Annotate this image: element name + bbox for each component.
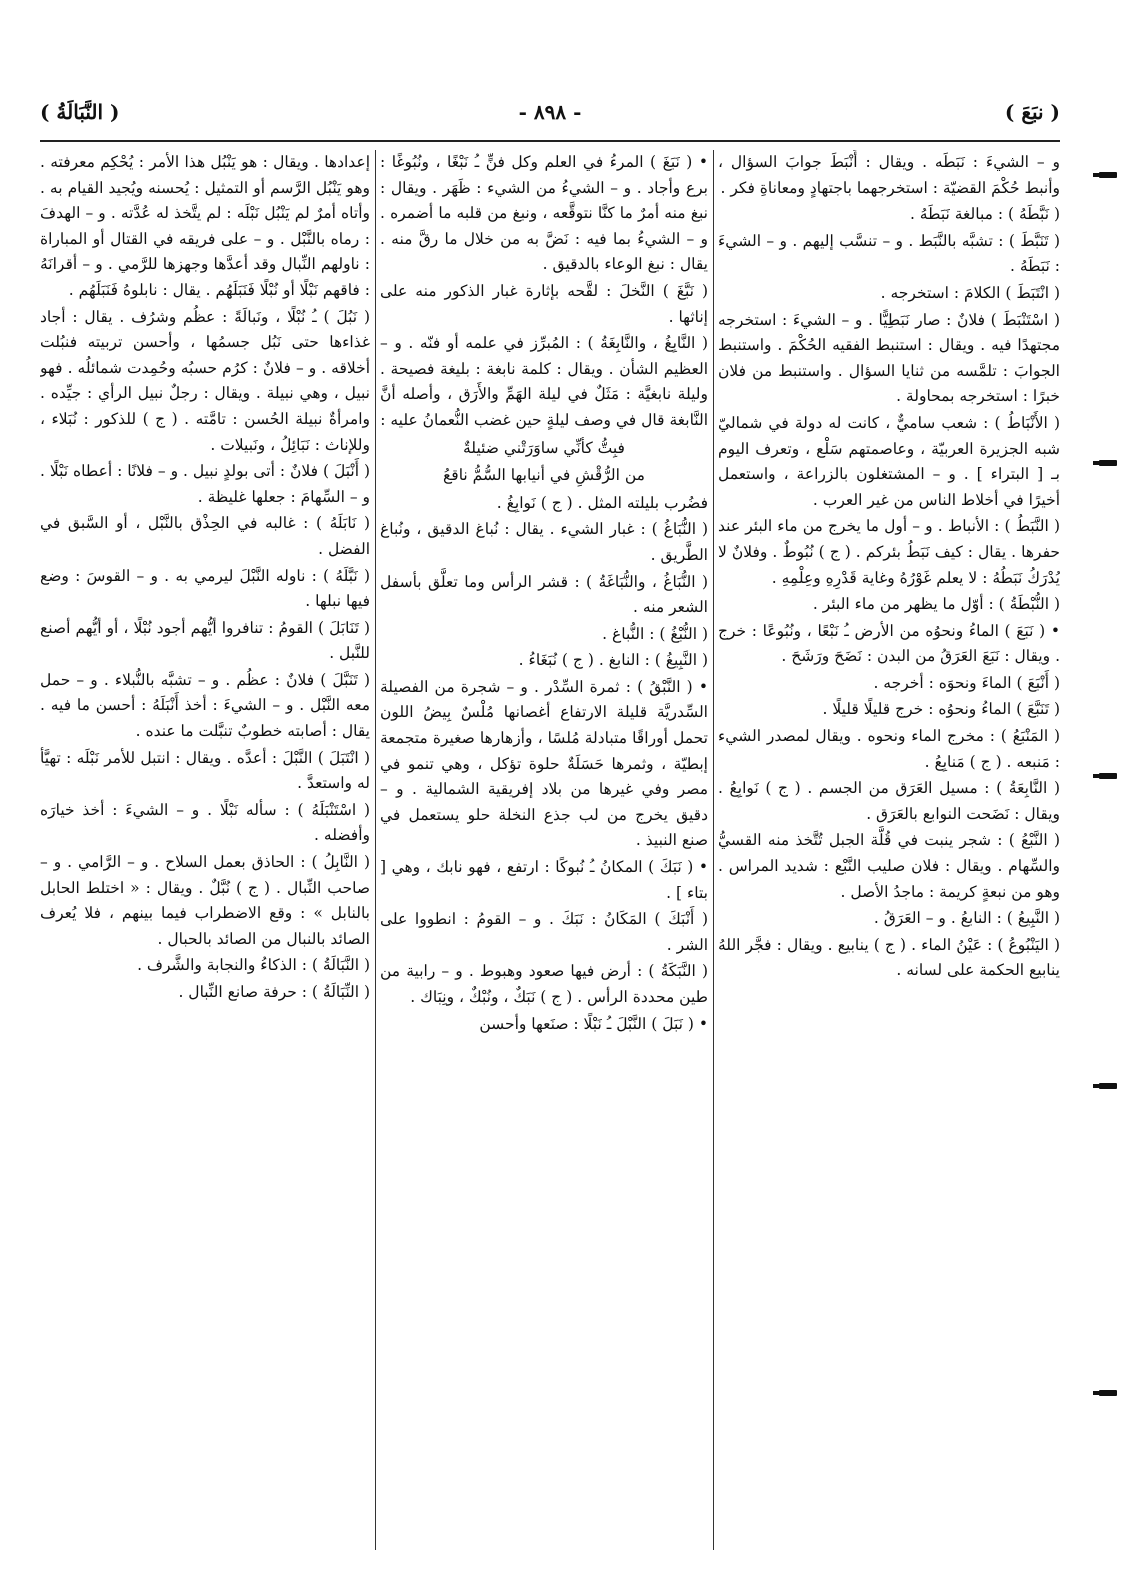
header-entry-start: ( نبَعَ ) [1004, 100, 1060, 124]
page-header [40, 96, 1060, 136]
entry-paragraph: • ( نَبَغَ ) المرءُ في العلم وكل فنٍّ ـُ نَبْغًا ، ونُبُوغًا : برع وأجاد . و – الشيءُ من الشيء : ظَهَر . ويقال : نبغ منه أمرٌ ما كنَّا نتوقَّعه ، ونبغ من قلبه ما أضمره . و – الشيءُ بما فيه : نَضَّ به من خلال ما رقَّ منه . يقال : نبغ الوعاء بالدقيق . [380, 153, 708, 274]
entry-paragraph: ( النُّبْطَةُ ) : أوّل ما يظهر من ماء البئر . [812, 595, 1060, 614]
header-rule [40, 140, 1060, 142]
entry-paragraph: فضُرب بليلته المثل . ( ج ) نَوابِغُ . [496, 493, 708, 512]
column-divider [375, 150, 376, 1550]
margin-mark-icon [1099, 773, 1117, 779]
entry-paragraph: • ( نَبَعَ ) الماءُ ونحوُه من الأرض ـُ نَبْعًا ، ونُبُوعًا : خرج . ويقال : نَبَعَ العَرَقُ من البدن : نَضَحَ ورَشَحَ . [718, 621, 1060, 666]
entry-paragraph: ( النَّبَكَةُ ) : أرض فيها صعود وهبوط . و – رابية من طين محددة الرأس . ( ج ) نَبَكٌ ، ونُبْكٌ ، ونِبَاك . [380, 962, 708, 1006]
entry-paragraph: ( نَبُلَ ) ـُ نُبْلًا ، ونَبالَةً : عظُم وشرُف . يقال : أجاد غذاءها حتى نَبُل جسمُها ، وأحسن تربيته فنبُلت أخلاقه . و – فلانٌ : كرُم حسبُه وحُمِدت شمائلُه . فهو نبيل ، وهي نبيلة . ويقال : رجلٌ نبيل الرأي : جيِّده . وامرأةٌ نبيلة الحُسن : تامَّته . ( ج ) للذكور : نُبَلاء ، وللإناث : نَبَائِلُ ، ونَبيلات . [40, 307, 370, 454]
entry-paragraph: ( النَّبِيعُ ) : النابعُ . و – العَرَقُ . [873, 909, 1060, 928]
header-entry-end: ( النَّبَالَةُ ) [40, 100, 120, 124]
entry-paragraph: ( اسْتَنْبَطَ ) فلانٌ : صار نَبَطِيًّا . و – الشيءَ : استخرجه مجتهدًا فيه . ويقال : استنبط الفقيه الحُكْمَ . واستنبط الجوابَ : تلمَّسه من ثنايا السؤال . واستنبط من فلان خبرًا : استخرجه بمحاولة . [718, 310, 1060, 406]
entry-paragraph: ( النَّابِلُ ) : الحاذق بعمل السلاح . و – الرَّامي . و – صاحب النِّبال . ( ج ) نُبَّلٌ . ويقال : « اختلط الحابل بالنابل » : وقع الاضطراب فيما بينهم ، فلا يُعرف الصائد بالنبال من الصائد بالحبال . [40, 853, 370, 948]
margin-mark-icon [1099, 1390, 1117, 1396]
entry-paragraph: ( النُّبَاغُ ، والنُّبَاغَةُ ) : قشر الرأس وما تعلَّق بأسفل الشعر منه . [380, 572, 708, 617]
entry-paragraph: ( النِّبَالَةُ ) : حرفة صانع النِّبال . [178, 983, 370, 1001]
entry-paragraph: ( تَنَبَّلَ ) فلانٌ : عظُم . و – تشبَّه بالنُّبلاء . و – حمل معه النَّبْل . و – الشيءَ : أخذ أَنْبَلَهُ : أحسن ما فيه . يقال : أصابته خطوبٌ تنبَّلت ما عنده . [40, 670, 370, 741]
column-divider [713, 150, 714, 1550]
entry-paragraph: ( نَبَّغَ ) النَّخلَ : لقَّحه بإثارة غبار الذكور منه على إناثها . [380, 281, 708, 326]
entry-paragraph: ( النُّبَاغُ ) : غبار الشيء . يقال : نُباغ الدقيق ، ونُباغ الطَّريق . [380, 520, 708, 564]
entry-paragraph: ( نَبَّطَهُ ) : مبالغة نَبَطَهُ . [909, 205, 1060, 224]
entry-paragraph: ( اسْتَنْبَلَهُ ) : سأله نَبْلًا . و – الشيءَ : أخذ خيارَه وأفضله . [40, 800, 370, 845]
entry-paragraph: ( النَّابِغُ ، والنَّابِغَةُ ) : المُبرِّز في علمه أو فنّه . و – العظيم الشأن . ويقال : كلمة نابغة : بليغة فصيحة . وليلة نابغيَّة : مَثَلٌ في ليلة الهَمِّ والأَرَق ، وأصله أنَّ النَّابغة قال في وصف ليلةٍ حين غضب النُّعمانُ عليه : [380, 334, 708, 429]
entry-paragraph: ( تَنَبَّطَ ) : تشبَّه بالنَّبَط . و – تنسَّب إليهم . و – الشيءَ : نَبَطَهُ . [718, 231, 1060, 276]
entry-paragraph: ( انْتَبَلَ ) النَّبْلَ : أعدَّه . ويقال : انتبل للأمر نَبْلَه : تهيَّأ له واستعدَّ . [40, 748, 370, 793]
entry-paragraph: ( النَّبْعُ ) : شجر ينبت في قُلَّة الجبل تُتَّخذ منه القسيُّ والسِّهام . ويقال : فلان صليب النَّبْع : شديد المراس . وهو من نبعةٍ كريمة : ماجدُ الأصل . [718, 831, 1060, 901]
entry-paragraph: • ( النَّبْقُ ) : ثمرة السِّدْر . و – شجرة من الفصيلة السِّدريَّة قليلة الارتفاع أغصانها مُلْسٌ بِيضُ اللون تحمل أوراقًا متبادلة مُلسًا ، وأزهارها صغيرة متجمعة إبطيّة ، وثمرها حَسَلَةٌ حلوة تؤكل ، وهي تنمو في مصر وفي غيرها من بلاد إفريقية الشمالية . و – دقيق يخرج من لب جذع النخلة حلو يستعمل في صنع النبيذ . [380, 677, 708, 850]
entry-paragraph: ( النَّبَالَةُ ) : الذكاءُ والنجابة والشَّرف . [137, 956, 370, 975]
entry-paragraph: ( تَنَابَلَ ) القومُ : تنافروا أيُّهم أجود نُبْلًا ، أو أيُّهم أصنع للنَّبل . [40, 618, 370, 663]
entry-paragraph: ( الأَنْبَاطُ ) : شعب ساميٌّ ، كانت له دولة في شماليّ شبه الجزيرة العربيّة ، وعاصمتهم سَلْع ، وتعرف اليوم بـ [ البتراء ] . و – المشتغلون بالزراعة ، واستعمل أخيرًا في أخلاط الناس من غير العرب . [718, 413, 1060, 509]
margin-mark-icon [1099, 1083, 1117, 1089]
entry-paragraph: ( النُّبْغُ ) : النُّباغ . [602, 624, 708, 643]
column-right [718, 150, 1060, 1550]
entry-paragraph: ( النَّبَطُ ) : الأنباط . و – أول ما يخرج من ماء البئر عند حفرها . يقال : كيف نَبَطُ بئركم . ( ج ) نُبُوطٌ . وفلانٌ لا يُدْرَكُ نَبَطُهُ : لا يعلم غَوْرُهُ وغاية قَدْرِهِ وعِلْمِهِ . [718, 517, 1060, 587]
entry-paragraph: ( النَّبِيغُ ) : النابغ . ( ج ) نُبَغَاءُ . [518, 651, 708, 670]
poem-verse: فبِتُّ كأنِّي ساوَرَتْني ضئيلةٌ [463, 438, 625, 457]
column-middle [380, 150, 708, 1550]
entry-paragraph: ( نَبَّلَهُ ) : ناوله النَّبْلَ ليرمي به . و – القوسَ : وضع فيها نبلها . [40, 566, 370, 611]
column-left [40, 150, 370, 1550]
entry-paragraph: إعدادها . ويقال : هو يَنْبُل هذا الأمر : يُحْكِم معرفته . وهو يَنْبُل الرَّسم أو التمثيل : يُحسنه ويُجيد القيام به . وأتاه أمرٌ لم يَنْبُل نَبْلَه : لم يتَّخذ له عُدَّته . و – الهدفَ : رماه بالنَّبْل . و – على فريقه في القتال أو المباراة : ناولهم النِّبال وقد أعدَّها وجهزها للرَّمي . و – أقرانَهُ : فاقهم نَبْلًا أو نُبْلًا فَنَبَلَهُم . يقال : نابلوهُ فَنَبَلَهُم . [40, 153, 370, 299]
entry-paragraph: ( أَنْبَكَ ) المَكَانُ : نَبَكَ . و – القومُ : انطووا على الشر . [380, 910, 708, 954]
entry-paragraph: • ( نَبَلَ ) النَّبْلَ ـُ نَبْلًا : صنَعها وأحسن [479, 1014, 708, 1033]
entry-paragraph: ( اليَنْبُوعُ ) : عَيْنُ الماء . ( ج ) ينابيع . ويقال : فجَّر اللهُ ينابيع الحكمة على لسانه . [718, 935, 1060, 980]
entry-paragraph: ( النَّابِعَةُ ) : مسيل العَرَق من الجسم . ( ج ) نَوابِعُ . ويقال : نَضَحت النوابع بالعَرَق . [718, 779, 1060, 823]
entry-paragraph: ( أَنْبَعَ ) الماءَ ونحوَه : أخرجه . [873, 673, 1060, 692]
entry-paragraph: ( المَنْبَعُ ) : مخرج الماء ونحوه . ويقال لمصدر الشيء : مَنبعه . ( ج ) مَنابِعُ . [718, 727, 1060, 771]
entry-paragraph: ( تَنَبَّعَ ) الماءُ ونحوُه : خرج قليلًا قليلًا . [822, 700, 1060, 719]
entry-paragraph: • ( نَبَكَ ) المكانُ ـُ نُبوكًا : ارتفع ، فهو نابك ، وهي [ بتاء ] . [380, 858, 708, 902]
poem-verse: من الرُّقْشِ في أنيابها السُّمُّ ناقعُ [443, 466, 645, 485]
page-number: - ٨٩٨ - [518, 100, 582, 124]
entry-paragraph: ( أَنْبَلَ ) فلانٌ : أتى بولدٍ نبيل . و – فلانًا : أعطاه نَبْلًا . و – السِّهامَ : جعلها غليظة . [40, 462, 370, 506]
entry-paragraph: و – الشيءَ : نَبَطَه . ويقال : أَنْبَطَ جوابَ السؤال ، وأنبط حُكْمَ القضيّة : استخرجهما باجتهادٍ ومعاناةِ فكر . [718, 153, 1060, 197]
entry-paragraph: ( نَابَلَهُ ) : غالبه في الحِذْق بالنَّبْل ، أو السَّبق في الفضل . [40, 514, 370, 558]
entry-paragraph: ( انْتَبَطَ ) الكلامَ : استخرجه . [880, 283, 1060, 302]
margin-mark-icon [1099, 172, 1117, 178]
margin-mark-icon [1099, 460, 1117, 466]
